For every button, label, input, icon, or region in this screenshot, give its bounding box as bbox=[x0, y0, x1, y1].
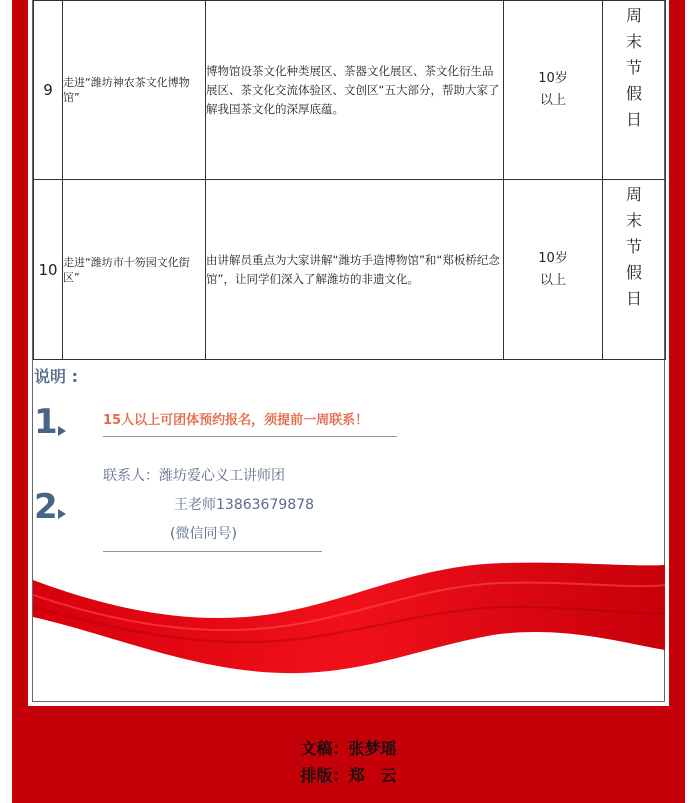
divider bbox=[103, 551, 322, 552]
contact-wechat: (微信同号) bbox=[170, 526, 237, 542]
layout-credit: 排版：郑 云 bbox=[300, 766, 397, 785]
row-number: 10 bbox=[34, 180, 63, 360]
age-requirement bbox=[504, 1, 603, 180]
activity-time bbox=[603, 180, 666, 360]
time-text: 周末节假日 bbox=[625, 6, 642, 129]
time-text: 周末节假日 bbox=[625, 185, 642, 308]
arrow-icon bbox=[58, 426, 66, 436]
table-row bbox=[34, 1, 666, 180]
age-text: 10岁以上 bbox=[538, 250, 568, 288]
activity-time bbox=[603, 1, 666, 180]
activity-name: 走进“潍坊神农茶文化博物馆” bbox=[63, 1, 206, 180]
row-number: 9 bbox=[34, 1, 63, 180]
red-ribbon-decoration bbox=[33, 555, 665, 685]
contact-phone: 王老师13863679878 bbox=[174, 497, 314, 513]
divider bbox=[103, 436, 397, 437]
contact-label: 联系人：潍坊爱心义工讲师团 bbox=[103, 468, 285, 484]
activity-description: 由讲解员重点为大家讲解“潍坊手造博物馆”和“郑板桥纪念馆”，让同学们深入了解潍坊的非遗文化。 bbox=[206, 180, 504, 360]
note-number-1: 1 bbox=[34, 402, 58, 442]
table-row bbox=[34, 180, 666, 360]
age-text: 10岁以上 bbox=[538, 71, 568, 108]
activity-name: 走进“潍坊市十笏园文化街区” bbox=[63, 180, 206, 360]
notes-title: 说明 : bbox=[34, 367, 78, 386]
activity-description: 博物馆设茶文化种类展区、茶器文化展区、茶文化衍生品展区、茶文化交流体验区、文创区“五大部分，帮助大家了解我国茶文化的深厚底蕴。 bbox=[206, 1, 504, 180]
arrow-icon bbox=[58, 509, 66, 519]
schedule-table bbox=[33, 0, 666, 360]
note-number-2: 2 bbox=[34, 487, 58, 527]
writer-credit: 文稿：张梦瑶 bbox=[300, 739, 397, 758]
age-requirement bbox=[504, 180, 603, 360]
group-booking-note: 15人以上可团体预约报名，须提前一周联系！ bbox=[103, 413, 369, 428]
